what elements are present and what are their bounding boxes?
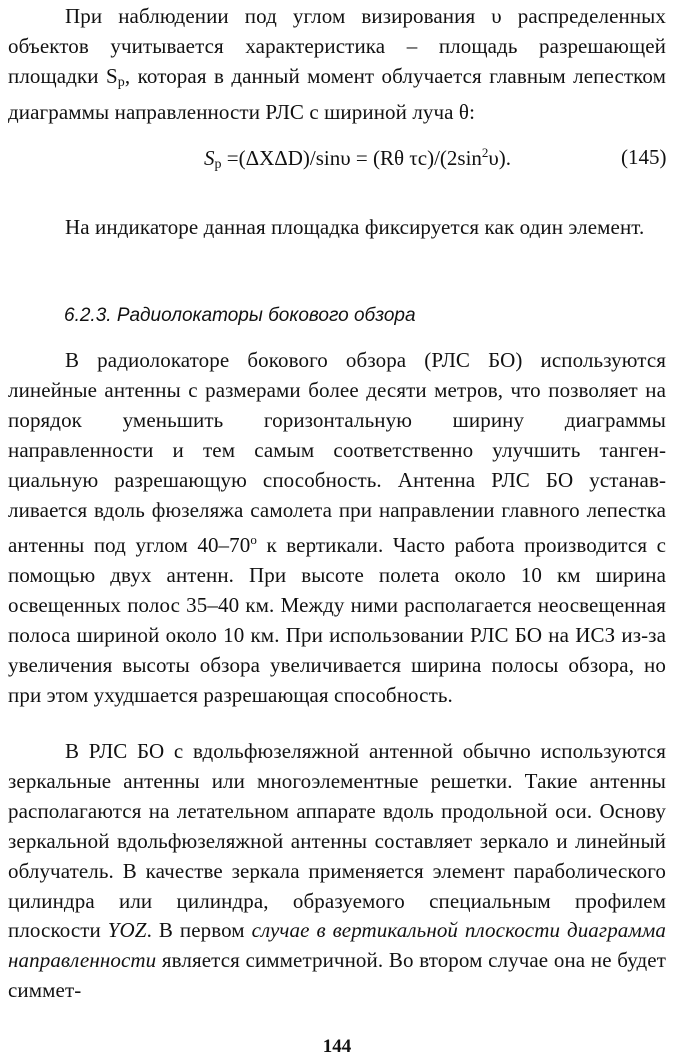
italic-phrase: случае в вертикальной плоскости диаграмма направленности — [8, 918, 667, 973]
paragraph-text: , которая в данный момент облучается главным лепестком диаграммы направленности РЛС с шириной луча θ: — [8, 63, 666, 124]
formula-145 — [204, 145, 511, 173]
formula-subscript: р — [214, 157, 222, 172]
paragraph-text: является симметричной. Во втором случае она не будет симмет- — [8, 948, 666, 1003]
paragraph-text: В радиолокаторе бокового обзора (РЛС БО) используются линейные антенны с размерами более десяти метров, что позволяет на порядок уменьшить горизонтальную ширину диаграммы направленности и тем самым соответственно улучшить тангенциальную разрешающую способность. Антенна РЛС БО устанавливается вдоль фюзеляжа самолета при направлении главного лепестка антенны под углом 40–70 — [8, 348, 666, 558]
paragraph-text: к вертикали. Часто работа производится с помощью двух антенн. При высоте полета около 10 км ширина освещенных полос 35–40 км. Между ними располагается неосвещенная полоса шириной около 10 км. При использовании РЛС БО на ИСЗ из-за увеличения высоты обзора увеличивается ширина полосы обзора, но при этом ухудшается разрешающая способность. — [8, 533, 666, 707]
formula-lhs: S — [204, 146, 215, 170]
formula-body: =(ΔXΔD)/sinυ = (Rθ τc)/(2sin — [221, 146, 482, 170]
subscript: р — [117, 74, 125, 90]
section-heading: 6.2.3. Радиолокаторы бокового обзора — [64, 305, 416, 326]
paragraph-antennas — [8, 737, 666, 1006]
italic-term: YOZ — [107, 918, 147, 943]
formula-superscript: 2 — [481, 145, 489, 160]
degree-superscript: о — [250, 532, 257, 548]
equation-number: (145) — [621, 145, 667, 169]
paragraph-text: . В первом — [146, 918, 252, 943]
paragraph-resolution-area — [8, 2, 666, 128]
paragraph-indicator: На индикаторе данная площадка фиксируется как один элемент. — [65, 215, 645, 239]
page-number: 144 — [322, 1036, 352, 1057]
paragraph-text: В РЛС БО с вдольфюзеляжной антенной обычно используются зеркальные антенны или многоэлементные решетки. Такие антенны располагаются на летательном аппарате вдоль продольной оси. Основу зеркальной вдольфюзеляжной антенны составляет зеркало и линейный облучатель. В качестве зеркала применяется элемент параболического цилиндра или цилиндра, образуемого специальным профилем плоскости — [8, 739, 666, 943]
paragraph-side-looking-radar — [8, 346, 666, 711]
formula-end: υ). — [488, 146, 512, 170]
paragraph-text: При наблюдении под углом визирования υ распределенных объектов учитывается характеристика – площадь разрешающей площадки S — [8, 4, 666, 88]
